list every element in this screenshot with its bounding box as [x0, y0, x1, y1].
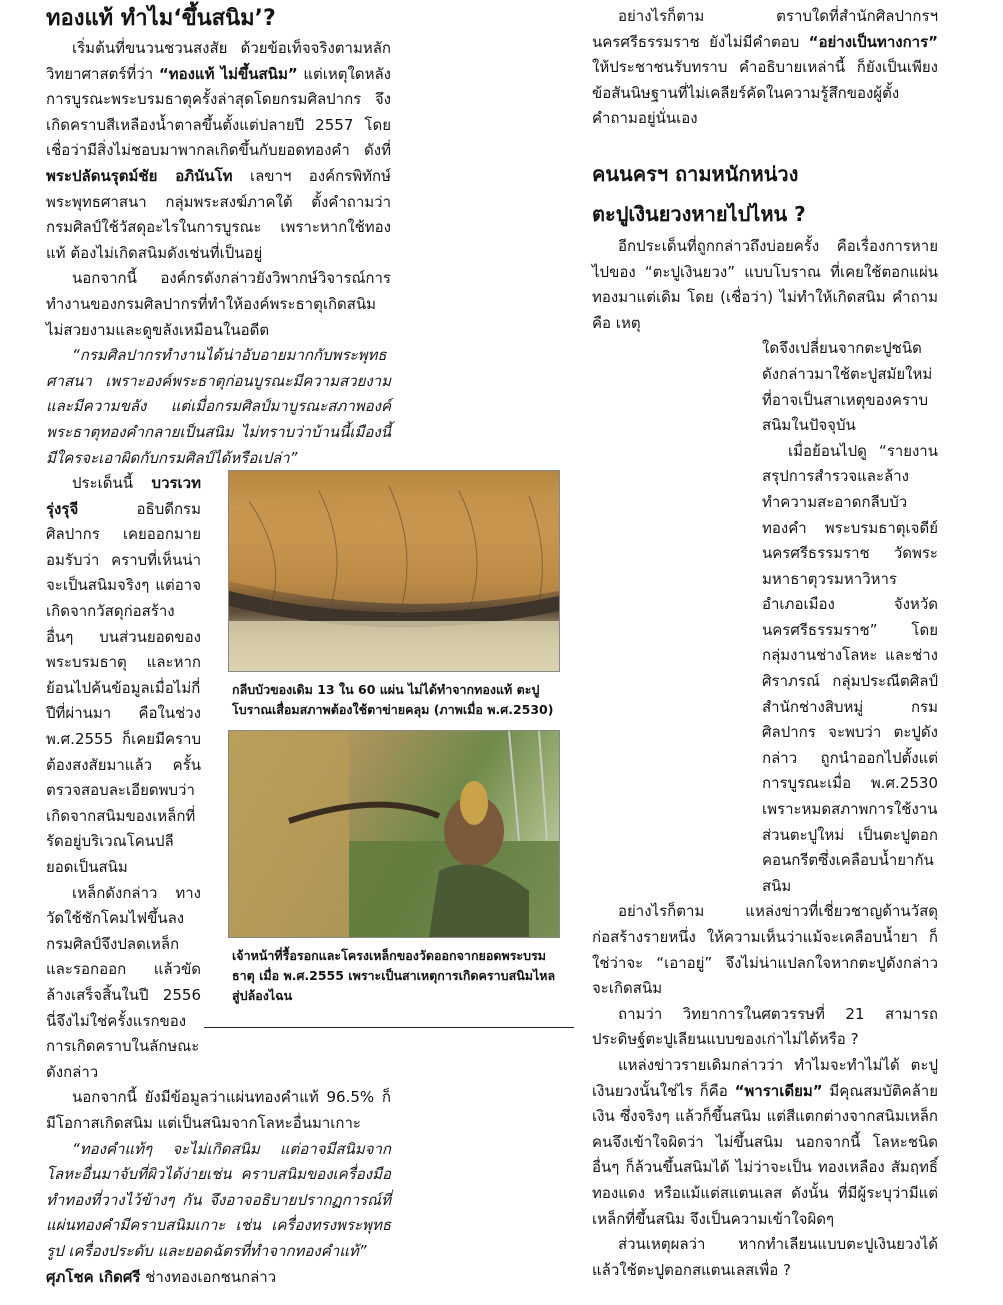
paragraph-5: เหล็กดังกล่าว ทางวัดใช้ชักโคมไฟขึ้นลง กรมศิลป์จึงปลดเหล็กและรอกออก แล้วขัดล้างเสร็จสิ้นในปี 2556 นี่จึงไม่ใช่ครั้งแรกของการเกิดคราบในลักษณะดังกล่าว: [46, 883, 201, 1081]
figure-divider: [204, 1027, 574, 1028]
paragraph-2: นอกจากนี้ องค์กรดังกล่าวยังวิพากษ์วิจารณ์การทำงานของกรมศิลปากรที่ทำให้องค์พระธาตุเกิดสนิม ไม่สวยงามและดูขลังเหมือนในอดีต: [46, 269, 391, 339]
photo-worker: [228, 730, 560, 938]
right-column: [592, 4, 938, 1283]
caption-1: กลีบบัวของเดิม 13 ใน 60 แผ่น ไม่ได้ทำจากทองแท้ ตะปูโบราณเสื่อมสภาพต้องใช้ตาข่ายคลุม (ภาพเมื่อ พ.ศ.2530): [232, 682, 554, 717]
right-paragraph-7: [592, 1053, 938, 1232]
paragraph-7-quote: “ทองคำแท้ๆ จะไม่เกิดสนิม แต่อาจมีสนิมจากโลหะอื่นมาจับที่ผิวได้ง่ายเช่น คราบสนิมของเครื่องมือทำทองที่วางไว้ข้างๆ กัน จึงอาจอธิบายปรากฏการณ์ที่แผ่นทองคำมีคราบสนิมเกาะ เช่น เครื่องทรงพระพุทธรูป เครื่องประดับ และยอดฉัตรที่ทำจากทองคำแท้”: [46, 1139, 391, 1260]
p4-text-c: อธิบดีกรมศิลปากร เคยออกมายอมรับว่า คราบที่เห็นน่าจะเป็นสนิมจริงๆ แต่อาจเกิดจากวัสดุก่อสร้างอื่นๆ บนส่วนยอดของพระบรมธาตุ และหากย้อนไปค้นข้อมูลเมื่อไม่กี่ปีที่ผ่านมา คือในช่วง พ.ศ.2555 ก็เคยมีคราบต้องสงสัยมาแล้ว ครั้นตรวจสอบละเอียดพบว่า เกิดจากสนิมของเหล็กที่รัดอยู่บริเวณโคนปลียอดเป็นสนิม: [46, 499, 201, 876]
right-paragraph-6: ถามว่า วิทยาการในศตวรรษที่ 21 สามารถประดิษฐ์ตะปูเลียนแบบของเก่าไม่ได้หรือ ?: [592, 1004, 938, 1049]
r1-text-c: ให้ประชาชนรับทราบ คำอธิบายเหล่านี้ ก็ยังเป็นเพียงข้อสันนิษฐานที่ไม่เคลียร์คัดในความรู้สึกของผู้ตั้งคำถามอยู่นั่นเอง: [592, 58, 938, 128]
r7-emphasis: “พาราเดียม”: [734, 1081, 823, 1100]
right-paragraph-8: ส่วนเหตุผลว่า หากทำเลียนแบบตะปูเงินยวงได้ แล้วใช้ตะปูตอกสแตนเลสเพื่อ ?: [592, 1235, 938, 1279]
right-paragraph-4: เมื่อย้อนไปดู “รายงานสรุปการสำรวจและล้างทำความสะอาดกลีบบัวทองคำ พระบรมธาตุเจดีย์นครศรีธรรมราช วัดพระมหาธาตุวรมหาวิหาร อำเภอเมือง จังหวัดนครศรีธรรมราช” โดย กลุ่มงานช่างโลหะ และช่างศิราภรณ์ กลุ่มประณีตศิลป์ สำนักช่างสิบหมู่ กรมศิลปากร จะพบว่า ตะปูดังกล่าว ถูกนำออกไปตั้งแต่การบูรณะเมื่อ พ.ศ.2530 เพราะหมดสภาพการใช้งาน ส่วนตะปูใหม่ เป็นตะปูตอกคอนกรีตซึ่งเคลือบน้ำยากันสนิม: [762, 441, 938, 895]
p1-quote: “ทองแท้ ไม่ขึ้นสนิม”: [158, 64, 298, 83]
figure-area: [228, 470, 573, 1016]
headline-left: ทองแท้ ทำไม‘ขึ้นสนิม’?: [46, 6, 276, 31]
p8-text: ช่างทองเอกชนกล่าว: [140, 1267, 277, 1286]
paragraph-8: [46, 1265, 391, 1291]
subheading-line-2: ตะปูเงินยวงหายไปไหน ?: [592, 201, 806, 226]
r1-emphasis: “อย่างเป็นทางการ”: [808, 32, 938, 51]
p4-text-a: ประเด็นนี้: [72, 474, 152, 493]
p1-text-a: เริ่มต้นที่ขนวนชวนสงสัย ด้วยข้อเท็จจริงตามหลักวิทยาศาสตร์ที่ว่า: [46, 39, 391, 83]
photo-worker-illustration: [229, 731, 559, 937]
p3-text: “กรมศิลปากรทำงานได้น่าอับอายมากกับพระพุทธศาสนา เพราะองค์พระธาตุก่อนบูรณะมีความสวยงามและมีความขลัง แต่เมื่อกรมศิลป์มาบูรณะสภาพองค์พระธาตุทองคำกลายเป็นสนิม ไม่ทราบว่าบ้านนี้เมืองนี้มีใครจะเอาผิดกับกรมศิลป์ได้หรือเปล่า”: [46, 346, 391, 467]
right-paragraph-3: ใดจึงเปลี่ยนจากตะปูชนิดดังกล่าวมาใช้ตะปูสมัยใหม่ที่อาจเป็นสาเหตุของคราบสนิมในปัจจุบัน: [762, 339, 933, 435]
paragraph-6: นอกจากนี้ ยังมีข้อมูลว่าแผ่นทองคำแท้ 96.5% ก็มีโอกาสเกิดสนิม แต่เป็นสนิมจากโลหะอื่นมาเกาะ: [46, 1088, 391, 1132]
paragraph-4: [46, 471, 201, 881]
caption-2: เจ้าหน้าที่รื้อรอกและโครงเหล็กของวัดออกจากยอดพระบรมธาตุ เมื่อ พ.ศ.2555 เพราะเป็นสาเหตุการเกิดคราบสนิมไหลสู่ปล้องไฉน: [232, 948, 556, 1003]
photo-lotus-illustration: [229, 471, 559, 671]
paragraph-3-quote: [46, 343, 391, 471]
r7-text-c: มีคุณสมบัติคล้ายเงิน ซึ่งจริงๆ แล้วก็ขึ้นสนิม แต่สีแตกต่างจากสนิมเหล็ก คนจึงเข้าใจผิดว่า ไม่ขึ้นสนิม นอกจากนี้ โลหะชนิดอื่นๆ ก็ล้วนขึ้นสนิมได้ ไม่ว่าจะเป็น ทองเหลือง สัมฤทธิ์ ทองแดง หรือแม้แต่สแตนเลส ดังนั้น ที่มีผู้ระบุว่ามีแต่เหล็กที่ขึ้นสนิม จึงเป็นความเข้าใจผิดๆ: [592, 1081, 938, 1228]
p1-text-e: เลขาฯ องค์กรพิทักษ์พระพุทธศาสนา กลุ่มพระสงฆ์ภาคใต้ ตั้งคำถามว่า กรมศิลป์ใช้วัสดุอะไรในการบูรณะ เพราะหากใช้ทองแท้ ต้องไม่เกิดสนิมดังเช่นที่เป็นอยู่: [46, 166, 391, 262]
p1-text-c: แต่เหตุใดหลังการบูรณะพระบรมธาตุครั้งล่าสุดโดยกรมศิลปากร จึงเกิดคราบสีเหลืองน้ำตาลขึ้นตั้งแต่ปลายปี 2557 โดยเชื่อว่ามีสิ่งไม่ชอบมาพากลเกิดขึ้นกับยอดทองคำ ดังที่: [46, 64, 391, 160]
paragraph-1: [46, 36, 391, 266]
r1-text-a: อย่างไรก็ตาม ตราบใดที่สำนักศิลปากรฯ นครศรีธรรมราช ยังไม่มีคำตอบ: [592, 7, 938, 51]
right-paragraph-5: อย่างไรก็ตาม แหล่งข่าวที่เชี่ยวชาญด้านวัสดุก่อสร้างรายหนึ่ง ให้ความเห็นว่าแม้จะเคลือบน้ำยา ก็ใช่ว่าจะ “เอาอยู่” จึงไม่น่าแปลกใจหากตะปูดังกล่าวจะเกิดสนิม: [592, 902, 938, 998]
p4-person: บวรเวท รุ่งรุจี: [46, 474, 201, 518]
subheading: [592, 154, 938, 234]
photo-lotus-petals: [228, 470, 560, 672]
subheading-line-1: คนนครฯ ถามหนักหน่วง: [592, 161, 799, 186]
p1-person: พระปลัดนรุตม์ชัย อภินันโท: [46, 166, 233, 185]
r7-text-a: แหล่งข่าวรายเดิมกล่าวว่า ทำไมจะทำไม่ได้ ตะปูเงินยวงนั้นใช่ไร ก็คือ: [592, 1055, 938, 1100]
p8-person: ศุภโชค เกิดศรี: [46, 1267, 141, 1286]
right-paragraph-1: [592, 4, 938, 132]
right-paragraph-2: อีกประเด็นที่ถูกกล่าวถึงบ่อยครั้ง คือเรื่องการหายไปของ “ตะปูเงินยวง” แบบโบราณ ที่เคยใช้ตอกแผ่นทองมาแต่เดิม โดย (เชื่อว่า) ไม่ทำให้เกิดสนิม คำถามคือ เหตุ: [592, 236, 938, 332]
